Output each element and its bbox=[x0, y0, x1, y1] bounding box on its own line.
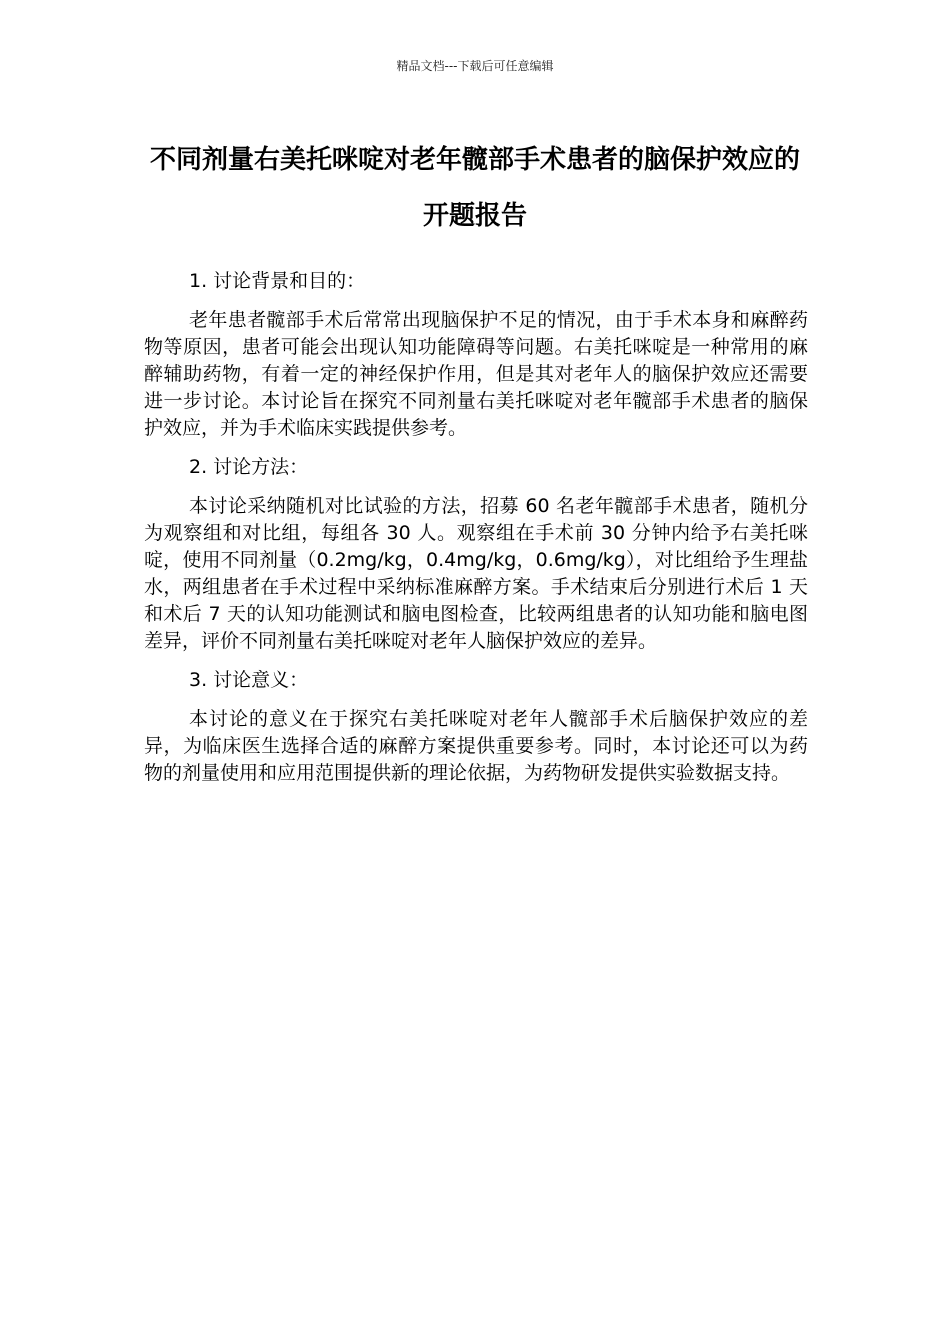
section-heading-significance: 3. 讨论意义： bbox=[189, 669, 309, 691]
section-heading-background: 1. 讨论背景和目的： bbox=[189, 270, 366, 292]
page-header-note: 精品文档---下载后可任意编辑 bbox=[396, 59, 554, 73]
section-paragraph-significance: 本讨论的意义在于探究右美托咪啶对老年人髋部手术后脑保护效应的差异，为临床医生选择合适的麻醉方案提供重要参考。同时，本讨论还可以为药物的剂量使用和应用范围提供新的理论依据，为药物研发提供实验数据支持。 bbox=[144, 708, 808, 784]
document-title: 不同剂量右美托咪啶对老年髋部手术患者的脑保护效应的开题报告 bbox=[149, 145, 800, 231]
section-paragraph-background: 老年患者髋部手术后常常出现脑保护不足的情况，由于手术本身和麻醉药物等原因，患者可能会出现认知功能障碍等问题。右美托咪啶是一种常用的麻醉辅助药物，有着一定的神经保护作用，但是其对老年人的脑保护效应还需要进一步讨论。本讨论旨在探究不同剂量右美托咪啶对老年髋部手术患者的脑保护效应，并为手术临床实践提供参考。 bbox=[144, 309, 808, 439]
document-body bbox=[144, 268, 808, 799]
section-paragraph-method: 本讨论采纳随机对比试验的方法，招募 60 名老年髋部手术患者，随机分为观察组和对比组，每组各 30 人。观察组在手术前 30 分钟内给予右美托咪啶，使用不同剂量（0.2mg/kg，0.4mg/kg，0.6mg/kg），对比组给予生理盐水，两组患者在手术过程中采纳标准麻醉方案。手术结束后分别进行术后 1 天和术后 7 天的认知功能测试和脑电图检查，比较两组患者的认知功能和脑电图差异，评价不同剂量右美托咪啶对老年人脑保护效应的差异。 bbox=[144, 495, 808, 652]
section-heading-method: 2. 讨论方法： bbox=[189, 456, 309, 478]
